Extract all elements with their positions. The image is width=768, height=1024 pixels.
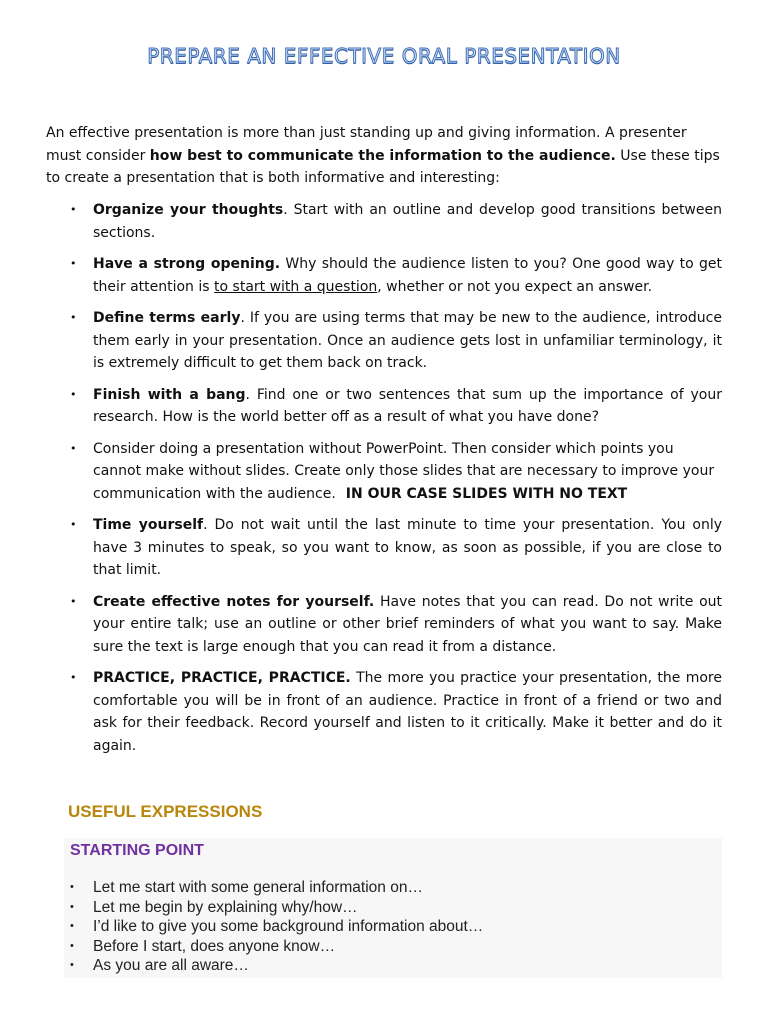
bullet-icon: • bbox=[70, 881, 74, 893]
intro-paragraph bbox=[46, 122, 722, 190]
tip-text: The more you practice your presentation, the more comfortable you will be in front of an audience. Practice in front of a friend or two and ask for their feedback. Record yourself and listen to it critically. Make it better and do it again. bbox=[93, 670, 722, 754]
subsection-heading: STARTING POINT bbox=[70, 842, 204, 859]
tip-emphasis: IN OUR CASE SLIDES WITH NO TEXT bbox=[345, 485, 628, 502]
tip-item bbox=[46, 384, 722, 429]
tip-item bbox=[46, 307, 722, 375]
list-item bbox=[68, 878, 483, 898]
tip-item bbox=[46, 199, 722, 244]
list-item bbox=[68, 956, 483, 976]
bullet-icon: • bbox=[70, 671, 77, 684]
intro-bold: how best to communicate the information to the audience. bbox=[149, 147, 616, 164]
bullet-icon: • bbox=[70, 939, 74, 952]
tip-item bbox=[46, 591, 722, 659]
intro-text-1: An effective presentation is more than just standing up and giving information. A presenter must consider bbox=[46, 125, 687, 164]
bullet-icon: • bbox=[70, 203, 77, 216]
tip-text: , whether or not you expect an answer. bbox=[377, 278, 653, 295]
bullet-icon: • bbox=[70, 959, 74, 971]
tip-lead: Organize your thoughts bbox=[93, 202, 284, 218]
tip-lead: Time yourself bbox=[93, 517, 204, 533]
tip-item bbox=[46, 438, 722, 506]
tip-lead: PRACTICE, PRACTICE, PRACTICE. bbox=[93, 670, 351, 686]
tip-text: . If you are using terms that may be new to the audience, introduce them early in your presentation. Once an audience gets lost in unfamiliar terminology, it is extremely difficult to get them back on track. bbox=[93, 310, 722, 371]
tip-lead: Define terms early bbox=[93, 310, 241, 326]
expression-text: Let me start with some general information on… bbox=[93, 879, 423, 896]
bullet-icon: • bbox=[70, 311, 77, 324]
tip-text: Consider doing a presentation without PowerPoint. Then consider which points you cannot make without slides. Create only those slides that are necessary to improve your communication with the audience. bbox=[93, 440, 715, 502]
tip-text: Have notes that you can read. Do not write out your entire talk; use an outline or other brief reminders of what you want to say. Make sure the text is large enough that you can read it from a distance. bbox=[93, 593, 722, 655]
bullet-icon: • bbox=[70, 900, 74, 913]
expressions-box bbox=[64, 838, 722, 978]
expression-text: Before I start, does anyone know… bbox=[93, 937, 336, 955]
tip-lead: Have a strong opening. bbox=[93, 256, 281, 272]
tip-item bbox=[46, 514, 722, 582]
tip-item bbox=[46, 253, 722, 298]
tip-underlined: to start with a question bbox=[214, 278, 378, 295]
bullet-icon: • bbox=[70, 518, 77, 531]
expressions-list bbox=[68, 878, 483, 976]
expression-text: Let me begin by explaining why/how… bbox=[93, 898, 358, 916]
tip-text: . Start with an outline and develop good transitions between sections. bbox=[93, 202, 722, 241]
bullet-icon: • bbox=[70, 441, 77, 455]
list-item bbox=[68, 898, 483, 918]
tip-text: Why should the audience listen to you? One good way to get their attention is bbox=[93, 256, 723, 295]
tip-text: . Find one or two sentences that sum up the importance of your research. How is the world better off as a result of what you have done? bbox=[93, 386, 722, 425]
tip-item bbox=[46, 667, 722, 757]
tip-lead: Create effective notes for yourself. bbox=[93, 593, 375, 610]
bullet-icon: • bbox=[70, 920, 74, 932]
expression-text: As you are all aware… bbox=[93, 957, 249, 974]
tips-list bbox=[46, 199, 722, 766]
list-item bbox=[68, 937, 483, 957]
bullet-icon: • bbox=[70, 594, 77, 608]
intro-text-2: Use these tips to create a presentation that is both informative and interesting: bbox=[46, 147, 720, 186]
tip-lead: Finish with a bang bbox=[93, 386, 246, 403]
bullet-icon: • bbox=[70, 387, 77, 401]
bullet-icon: • bbox=[70, 257, 77, 270]
section-heading: USEFUL EXPRESSIONS bbox=[68, 802, 263, 821]
tip-text: . Do not wait until the last minute to time your presentation. You only have 3 minutes to speak, so you want to know, as soon as possible, if you are close to that limit. bbox=[93, 517, 722, 578]
expression-text: I’d like to give you some background information about… bbox=[93, 918, 484, 935]
list-item bbox=[68, 917, 483, 937]
page-title: PREPARE AN EFFECTIVE ORAL PRESENTATION bbox=[147, 44, 621, 68]
